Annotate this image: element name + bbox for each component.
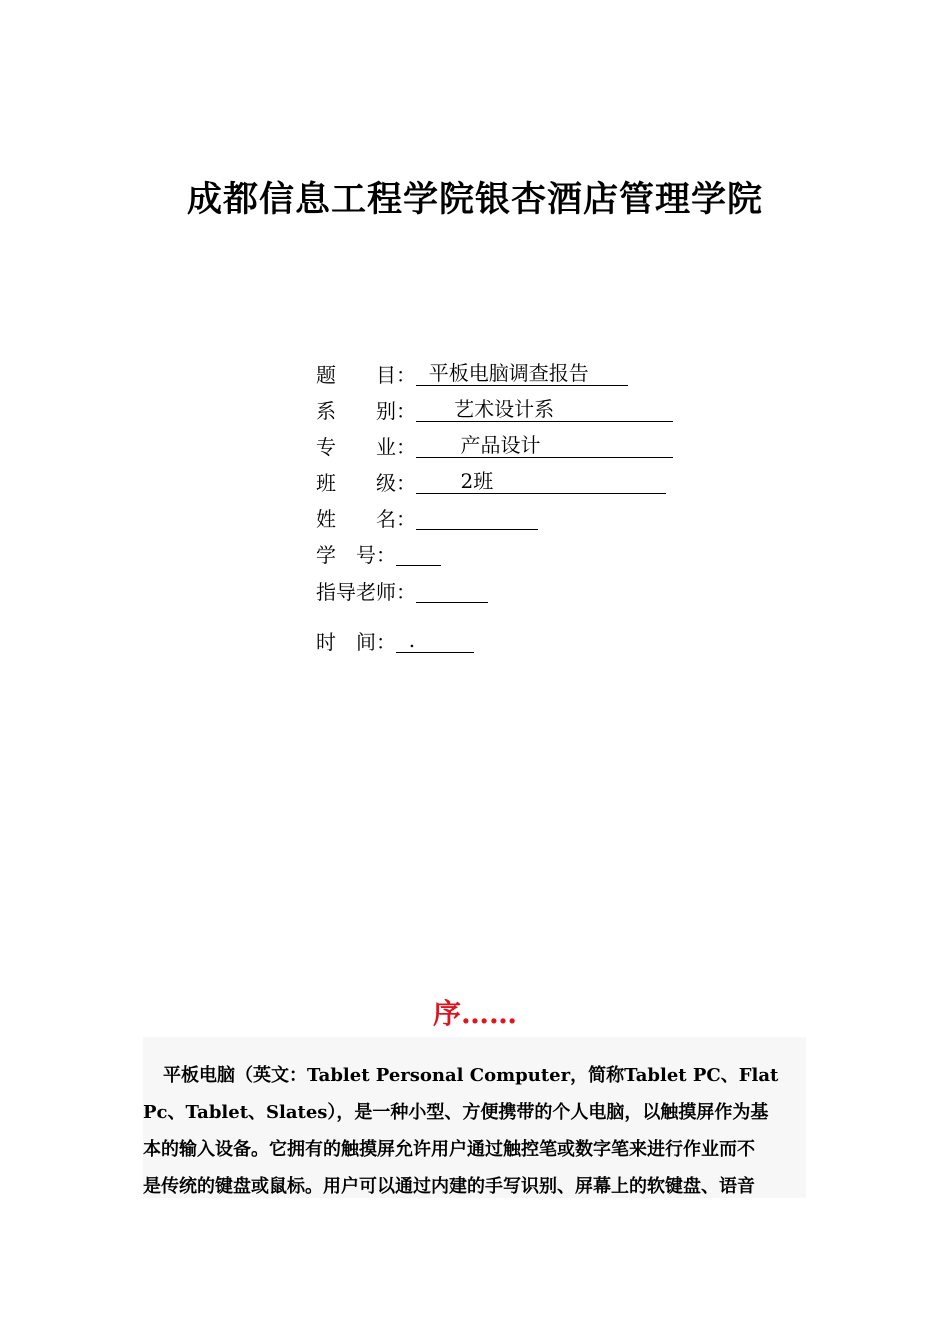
preface-line: 是传统的键盘或鼠标。用户可以通过内建的手写识别、屏幕上的软键盘、语音	[143, 1176, 755, 1197]
field-class-label: 班 级：	[316, 471, 416, 495]
preface-line: Pc、Tablet、Slates），是一种小型、方便携带的个人电脑，以触摸屏作为基	[143, 1102, 769, 1123]
field-name-value	[416, 505, 538, 530]
field-class-value: 2班	[416, 469, 666, 494]
field-date-value: .	[396, 628, 474, 653]
preface-heading: 序……	[432, 997, 517, 1030]
preface-text-box	[143, 1037, 806, 1198]
field-class	[316, 469, 666, 497]
field-department-label: 系 别：	[316, 399, 416, 423]
preface-line: 平板电脑（英文：Tablet Personal Computer，简称Tablet PC、Flat	[163, 1065, 779, 1086]
field-student-id-value	[396, 541, 441, 566]
field-department	[316, 397, 673, 425]
field-student-id-label: 学 号：	[316, 543, 396, 567]
field-advisor-value	[416, 578, 488, 603]
field-major-value: 产品设计	[416, 433, 673, 458]
field-date	[316, 628, 474, 656]
preface-line: 本的输入设备。它拥有的触摸屏允许用户通过触控笔或数字笔来进行作业而不	[143, 1139, 755, 1160]
field-department-value: 艺术设计系	[416, 397, 673, 422]
field-topic-label: 题 目：	[316, 363, 416, 387]
preface-paragraph	[143, 1037, 806, 1198]
institution-title: 成都信息工程学院银杏酒店管理学院	[186, 179, 763, 220]
field-major-label: 专 业：	[316, 435, 416, 459]
field-topic-value: 平板电脑调查报告	[416, 361, 628, 386]
field-advisor	[316, 578, 488, 606]
field-name-label: 姓 名：	[316, 507, 416, 531]
field-major	[316, 433, 673, 461]
field-topic	[316, 361, 628, 389]
field-name	[316, 505, 538, 533]
field-student-id	[316, 541, 441, 569]
field-advisor-label: 指导老师：	[316, 580, 416, 604]
field-date-label: 时 间：	[316, 630, 396, 654]
